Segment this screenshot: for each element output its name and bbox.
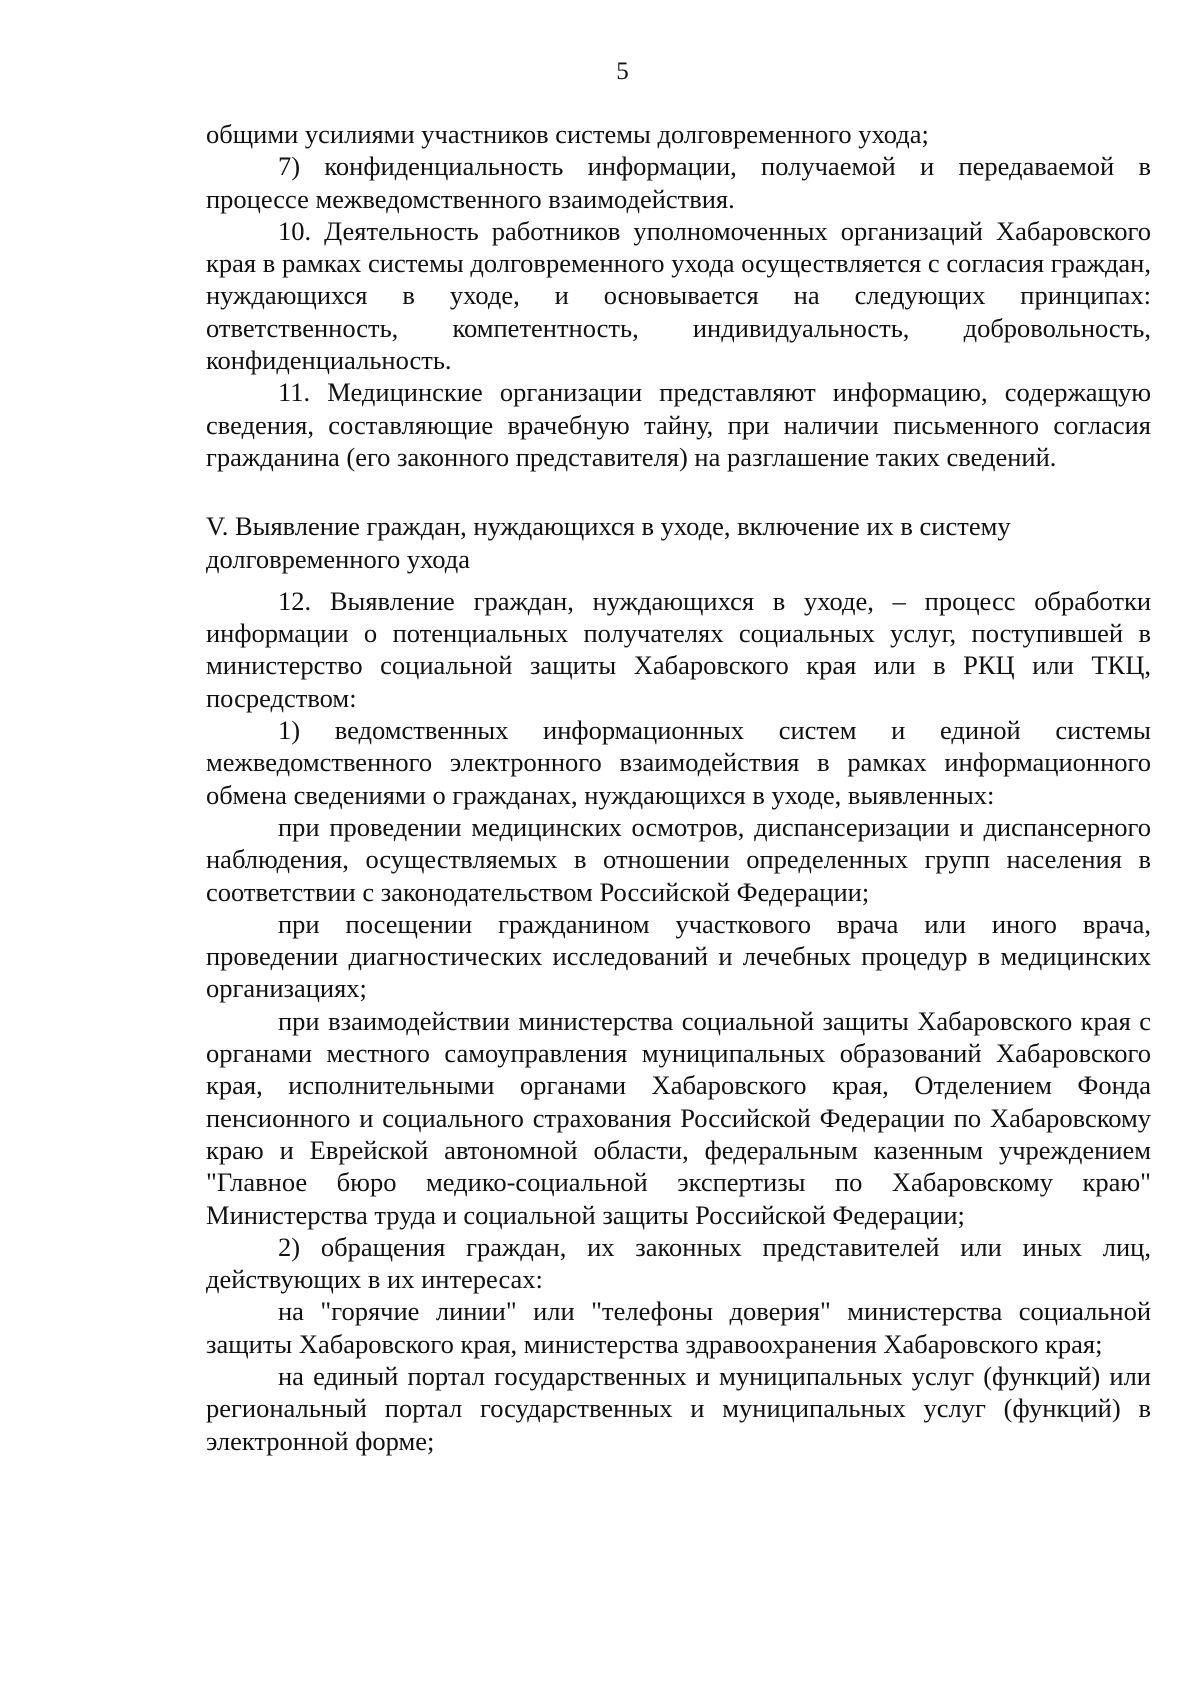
list-item-12-2: 2) обращения граждан, их законных представителей или иных лиц, действующих в их интересах: <box>206 1231 1151 1295</box>
paragraph-12: 12. Выявление граждан, нуждающихся в уходе, – процесс обработки информации о потенциальных получателях социальных услуг, поступившей в министерство социальной защиты Хабаровского края или в РКЦ или ТКЦ, посредством: <box>206 585 1151 713</box>
page-number: 5 <box>616 58 629 85</box>
sub-item-hotlines: на "горячие линии" или "телефоны доверия" министерства социальной защиты Хабаровского края, министерства здравоохранения Хабаровского края; <box>206 1296 1151 1359</box>
paragraph-11: 11. Медицинские организации представляют информацию, содержащую сведения, составляющие врачебную тайну, при наличии письменного согласия гражданина (его законного представителя) на разглашение таких сведений. <box>206 377 1151 472</box>
list-item-7: 7) конфиденциальность информации, получаемой и передаваемой в процессе межведомственного взаимодействия. <box>206 151 1151 214</box>
sub-item-doctor-visit: при посещении гражданином участкового врача или иного врача, проведении диагностических исследований и лечебных процедур в медицинских организациях; <box>206 908 1151 1004</box>
document-body <box>206 118 1151 1457</box>
sub-item-portal: на единый портал государственных и муниципальных услуг (функций) или региональный портал государственных и муниципальных услуг (функций) в электронной форме; <box>206 1360 1151 1456</box>
paragraph-10: 10. Деятельность работников уполномоченных организаций Хабаровского края в рамках системы долговременного ухода осуществляется с согласия граждан, нуждающихся в уходе, и основывается на следующих принципах: ответственность, компетентность, индивидуальность, добровольность, конфиденциальность. <box>206 215 1151 376</box>
list-item-12-1: 1) ведомственных информационных систем и единой системы межведомственного электронного взаимодействия в рамках информационного обмена сведениями о гражданах, нуждающихся в уходе, выявленных: <box>206 715 1151 810</box>
section-heading-line-2: долговременного ухода <box>206 543 471 574</box>
sub-item-medical-exams: при проведении медицинских осмотров, диспансеризации и диспансерного наблюдения, осуществляемых в отношении определенных групп населения в соответствии с законодательством Российской Федерации; <box>206 811 1151 907</box>
sub-item-interagency: при взаимодействии министерства социальной защиты Хабаровского края с органами местного самоуправления муниципальных образований Хабаровского края, исполнительными органами Хабаровского края, Отделением Фонда пенсионного и социального страхования Российской Федерации по Хабаровскому краю и Еврейской автономной области, федеральным казенным учреждением "Главное бюро медико-социальной экспертизы по Хабаровскому краю" Министерства труда и социальной защиты Российской Федерации; <box>206 1005 1151 1230</box>
section-heading-line-1: V. Выявление граждан, нуждающихся в уходе, включение их в систему <box>206 511 1011 542</box>
continued-text: общими усилиями участников системы долговременного ухода; <box>206 119 929 149</box>
section-heading <box>206 510 1151 575</box>
